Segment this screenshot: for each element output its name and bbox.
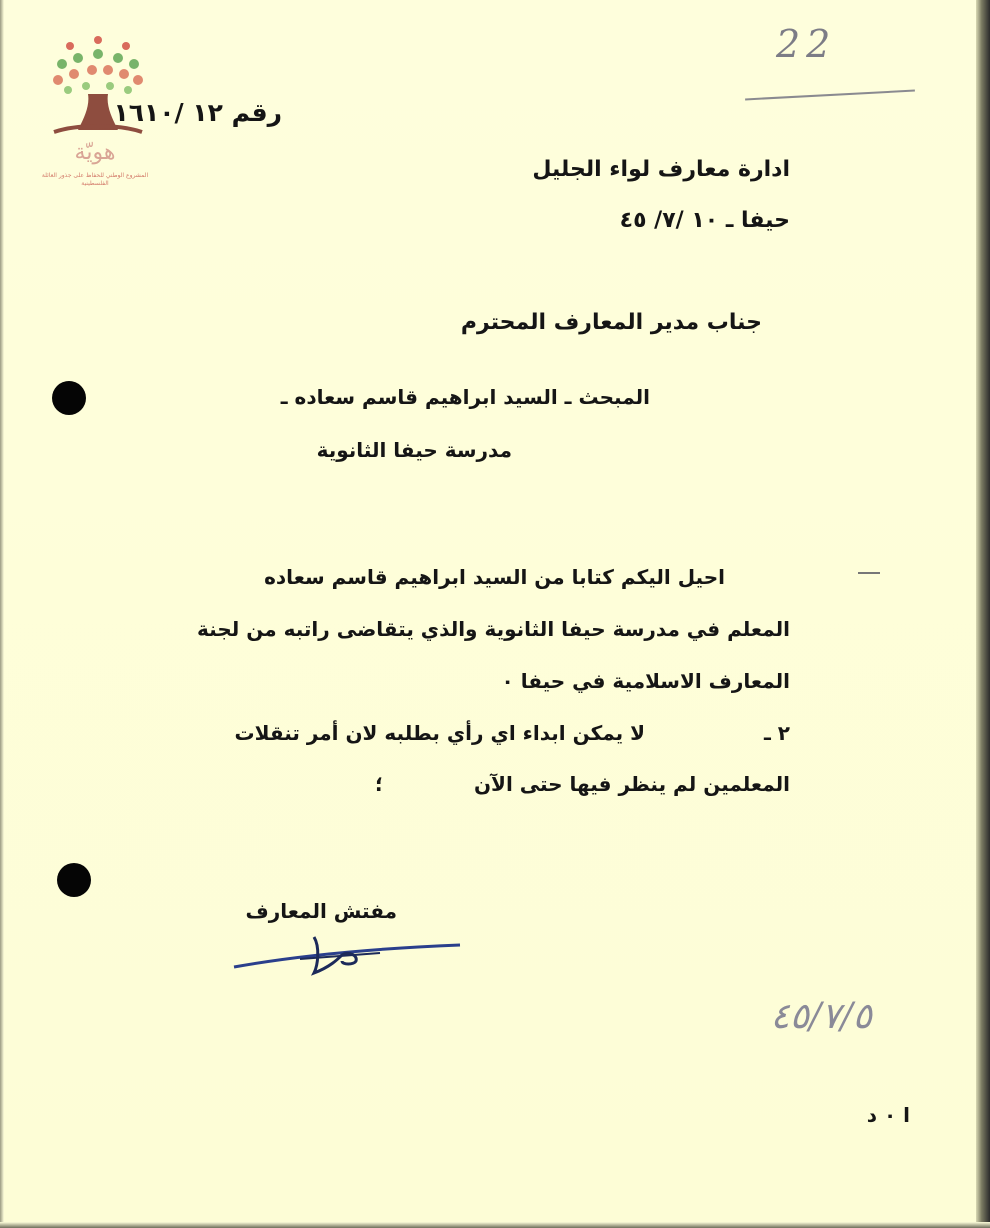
handwritten-page-number: 22 bbox=[776, 22, 837, 66]
footer-initials: ا ٠ د bbox=[866, 1103, 910, 1127]
body-line-4: لا يمكن ابداء اي رأي بطلبه لان أمر تنقلات bbox=[234, 721, 645, 745]
page-right-edge bbox=[976, 0, 990, 1228]
page-number-underline bbox=[745, 90, 915, 101]
logo-wordmark: هويّة bbox=[74, 140, 116, 165]
handwritten-date: ٤٥/٧/٥ bbox=[770, 996, 872, 1037]
page-left-edge bbox=[0, 0, 4, 1228]
punch-hole-bottom bbox=[57, 863, 91, 897]
subject-line-2: مدرسة حيفا الثانوية bbox=[316, 438, 512, 462]
subject-line-1: المبحث ـ السيد ابراهيم قاسم سعاده ـ bbox=[280, 385, 650, 409]
addressee: جناب مدير المعارف المحترم bbox=[460, 310, 762, 335]
logo-caption: المشروع الوطني للحفاظ على جذور العائلة الفلسطينية bbox=[41, 172, 149, 187]
signature-title: مفتش المعارف bbox=[245, 899, 397, 923]
punch-hole-top bbox=[52, 381, 86, 415]
department-heading: ادارة معارف لواء الجليل bbox=[532, 157, 790, 182]
handwritten-signature bbox=[230, 925, 470, 985]
body-line-1: احيل اليكم كتابا من السيد ابراهيم قاسم سعاده bbox=[264, 565, 725, 589]
reference-number: رقم ١٢ /١٦١٠ bbox=[113, 98, 282, 127]
body-line-3: المعارف الاسلامية في حيفا ٠ bbox=[501, 669, 790, 693]
page-bottom-edge bbox=[0, 1222, 990, 1228]
body-item-number: ٢ ـ bbox=[763, 721, 790, 745]
place-date: حيفا ـ ١٠ /٧/ ٤٥ bbox=[619, 208, 790, 233]
body-line-2: المعلم في مدرسة حيفا الثانوية والذي يتقاضى راتبه من لجنة bbox=[197, 617, 790, 641]
margin-mark bbox=[858, 572, 880, 574]
body-line-5-end: ؛ bbox=[375, 772, 383, 796]
body-line-5: المعلمين لم ينظر فيها حتى الآن bbox=[473, 772, 790, 796]
